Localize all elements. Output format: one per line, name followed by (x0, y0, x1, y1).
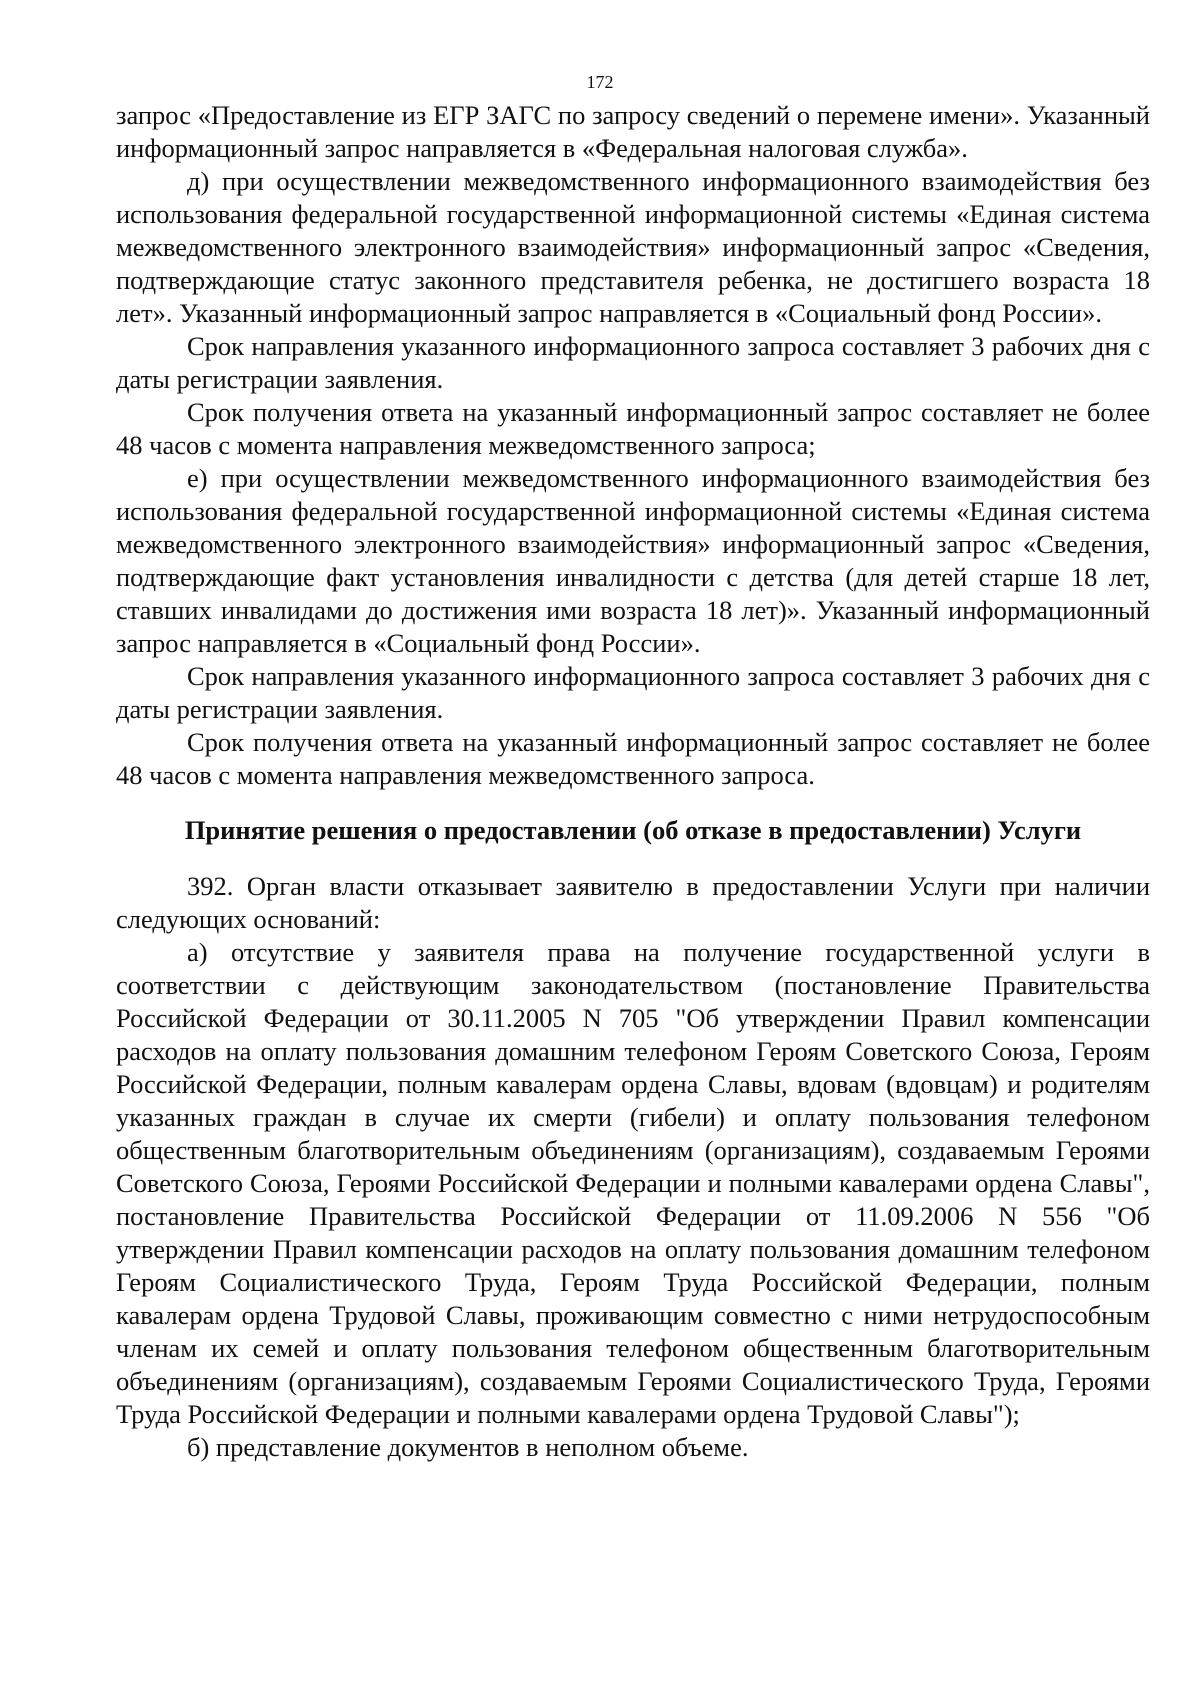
paragraph-deadline-send: Срок направления указанного информационного запроса составляет 3 рабочих дня с даты регистрации заявления. (116, 331, 1150, 394)
section-heading: Принятие решения о предоставлении (об отказе в предоставлении) Услуги (184, 815, 1082, 845)
page-number: 172 (586, 72, 614, 92)
paragraph-item-e: е) при осуществлении межведомственного информационного взаимодействия без использования федеральной государственной информационной системы «Единая система межведомственного электронного взаимодействия» информационный запрос «Сведения, подтверждающие факт установления инвалидности с детства (для детей старше 18 лет, ставших инвалидами до достижения ими возраста 18 лет)». Указанный информационный запрос направляется в «Социальный фонд России». (116, 463, 1150, 658)
document-body (116, 99, 1150, 1464)
paragraph-continuation: запрос «Предоставление из ЕГР ЗАГС по запросу сведений о перемене имени». Указанный информационный запрос направляется в «Федеральная налоговая служба». (116, 100, 1150, 163)
paragraph-deadline-send: Срок направления указанного информационного запроса составляет 3 рабочих дня с даты регистрации заявления. (116, 661, 1150, 724)
paragraph-item-a: а) отсутствие у заявителя права на получение государственной услуги в соответствии с действующим законодательством (постановление Правительства Российской Федерации от 30.11.2005 N 705 "Об утверждении Правил компенсации расходов на оплату пользования домашним телефоном Героям Советского Союза, Героям Российской Федерации, полным кавалерам ордена Славы, вдовам (вдовцам) и родителям указанных граждан в случае их смерти (гибели) и оплату пользования телефоном общественным благотворительным объединениям (организациям), создаваемым Героями Советского Союза, Героями Российской Федерации и полными кавалерами ордена Славы", постановление Правительства Российской Федерации от 11.09.2006 N 556 "Об утверждении Правил компенсации расходов на оплату пользования домашним телефоном Героям Социалистического Труда, Героям Труда Российской Федерации, полным кавалерам ордена Трудовой Славы, проживающим совместно с ними нетрудоспособным членам их семей и оплату пользования телефоном общественным благотворительным объединениям (организациям), создаваемым Героями Социалистического Труда, Героями Труда Российской Федерации и полными кавалерами ордена Трудовой Славы"); (116, 937, 1150, 1429)
paragraph-item-b: б) представление документов в неполном объеме. (187, 1432, 749, 1462)
paragraph-item-d: д) при осуществлении межведомственного информационного взаимодействия без использования федеральной государственной информационной системы «Единая система межведомственного электронного взаимодействия» информационный запрос «Сведения, подтверждающие статус законного представителя ребенка, не достигшего возраста 18 лет». Указанный информационный запрос направляется в «Социальный фонд России». (116, 166, 1150, 328)
paragraph-deadline-response: Срок получения ответа на указанный информационный запрос составляет не более 48 часов с момента направления межведомственного запроса; (116, 397, 1150, 460)
paragraph-392: 392. Орган власти отказывает заявителю в предоставлении Услуги при наличии следующих оснований: (116, 871, 1150, 934)
paragraph-deadline-response: Срок получения ответа на указанный информационный запрос составляет не более 48 часов с момента направления межведомственного запроса. (116, 727, 1150, 790)
